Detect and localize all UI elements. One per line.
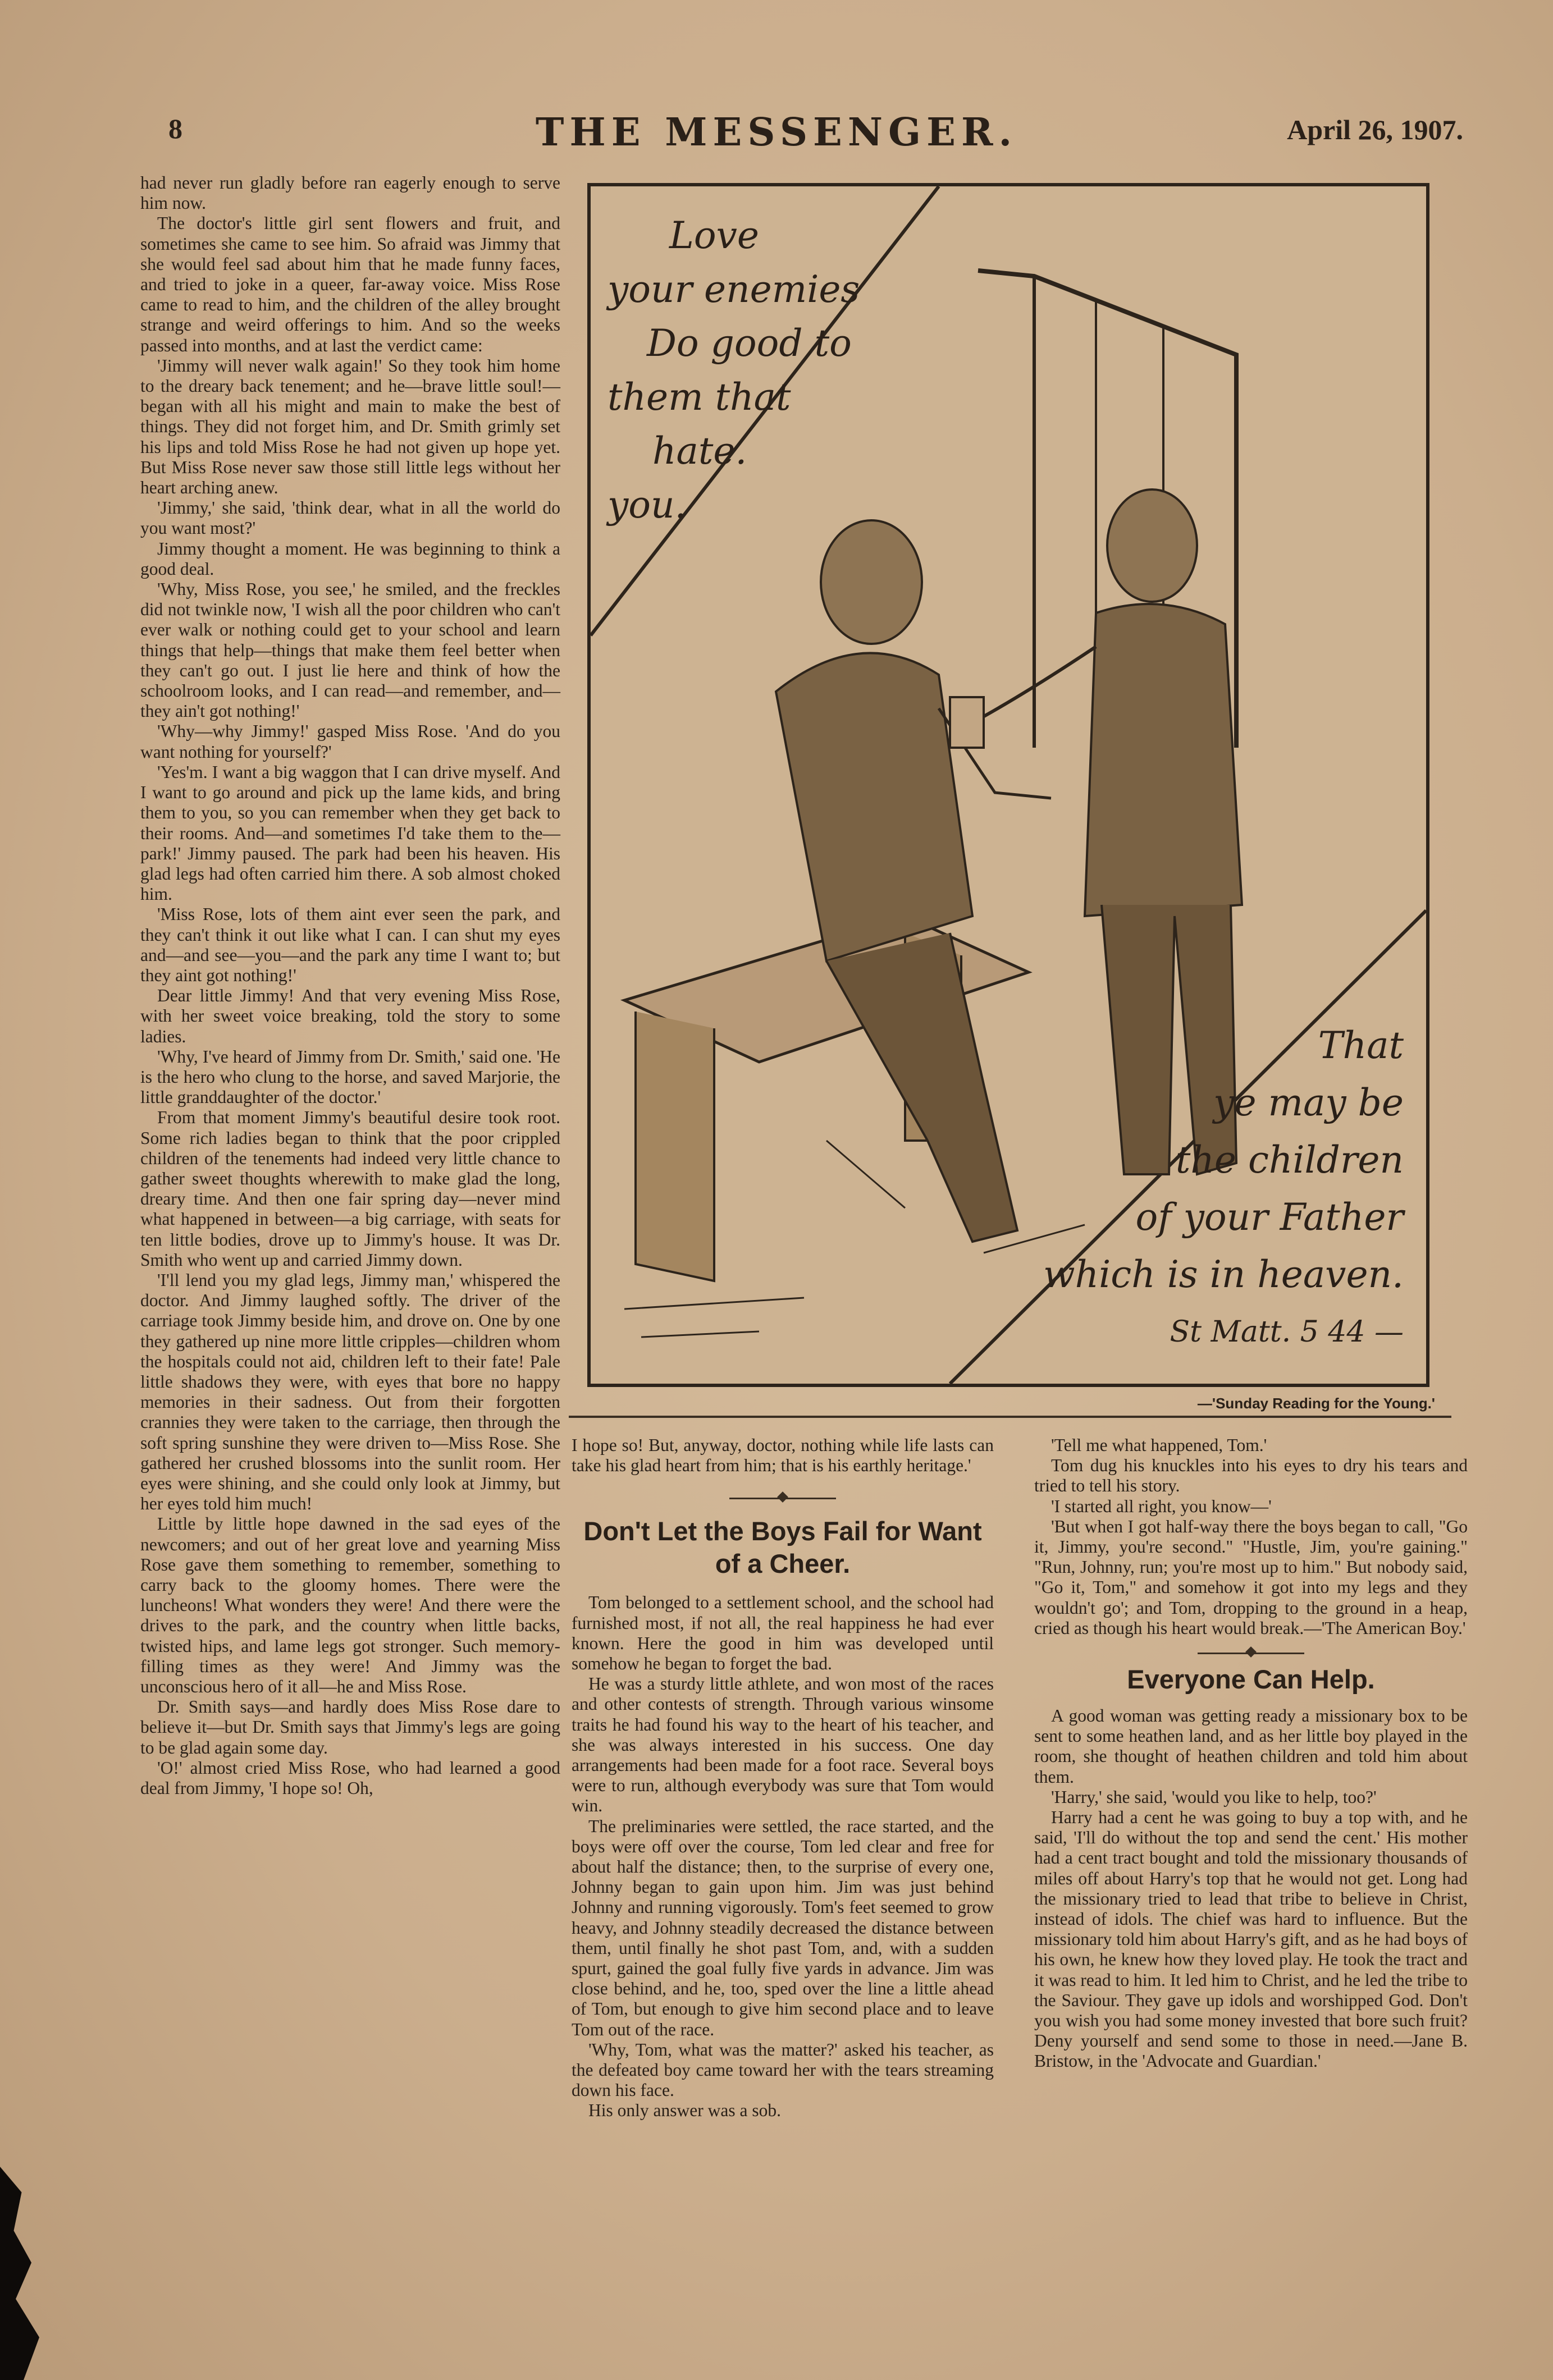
article-headline: Don't Let the Boys Fail for Want of a Cheer. [583, 1516, 982, 1579]
paragraph: 'Yes'm. I want a big waggon that I can drive myself. And I want to go around and pick up the lame kids, and bring them to you, so you can remember when they get back to their rooms. And—and sometimes I'd take them to the—park!' Jimmy paused. The park had been his heaven. His glad legs had often carried him there. A sob almost choked him. [140, 762, 560, 904]
divider [569, 1416, 1451, 1418]
paragraph: 'Tell me what happened, Tom.' [1051, 1435, 1267, 1455]
paragraph: 'O!' almost cried Miss Rose, who had learned a good deal from Jimmy, 'I hope so! Oh, [140, 1757, 560, 1798]
issue-date: April 26, 1907. [1287, 114, 1463, 145]
verse-line: Love [669, 214, 759, 257]
paragraph: I hope so! But, anyway, doctor, nothing while life lasts can take his glad heart from him; that is his earthly heritage.' [572, 1435, 994, 1476]
paragraph: His only answer was a sob. [588, 2100, 781, 2121]
verse-top [608, 209, 860, 532]
verse-line: of your Father [1135, 1196, 1404, 1239]
paragraph: 'Why, Miss Rose, you see,' he smiled, and the freckles did not twinkle now, 'I wish all the poor children who can't ever walk or nothing could get to your school and learn things that help—things that make them feel better when they can't go out. I just lie here and think of how the schoolroom looks, and I can read—and remember, and—they ain't got nothing!' [140, 579, 560, 721]
verse-reference: St Matt. 5 44 — [1170, 1315, 1404, 1349]
paragraph: Harry had a cent he was going to buy a top with, and he said, 'I'll do without the top and send the cent.' His mother had a cent tract bought and told the missionary thousands of miles off about Harry's top that he would not get. Long had the missionary tried to lead that tribe to believe in Christ, instead of idols. The chief was hard to influence. But the missionary told him about Harry's gift, and as he had boys of his own, he knew how they loved play. He took the tract and it was read to him. It led him to Christ, and he led the tribe to the Saviour. They gave up idols and worshipped God. Don't you wish you had some money invested that bore such fruit? Deny yourself and send some to those in need.—Jane B. Bristow, in the 'Advocate and Guardian.' [1034, 1807, 1468, 2071]
right-column [1034, 1435, 1468, 2072]
paragraph: 'I'll lend you my glad legs, Jimmy man,' whispered the doctor. And Jimmy laughed softly. The driver of the carriage took Jimmy beside him, and drove on. One by one they gathered up nine more little cripples—children whom the hospitals could not aid, children left to their fate! Pale little shadows they were, with eyes that bore no happy memories in their sadness. Out from their forgotten crannies they were taken to the carriage, then through the soft spring sunshine they were driven to—Miss Rose. She gathered her crushed blossoms into the sunlit room. Her eyes were shining, and she could only look at Jimmy, but her eyes told him much! [140, 1270, 560, 1514]
illustration-caption: —'Sunday Reading for the Young.' [1197, 1395, 1435, 1412]
verse-line: your enemies [608, 268, 860, 311]
page-header [0, 112, 1553, 163]
torn-corner [0, 2167, 39, 2380]
paragraph: Tom dug his knuckles into his eyes to dry his tears and tried to tell his story. [1034, 1456, 1468, 1496]
paragraph: 'Jimmy will never walk again!' So they took him home to the dreary back tenement; and he—brave little soul!—began with all his might and main to make the best of things. They did not forget him, and Dr. Smith grimly set his lips and told Miss Rose he had not given up hope yet. But Miss Rose never saw those still little legs without her heart arching anew. [140, 355, 560, 498]
article-headline: Everyone Can Help. [1127, 1664, 1375, 1695]
middle-column [572, 1435, 994, 2121]
ornament-divider [1034, 1643, 1468, 1662]
paragraph: The doctor's little girl sent flowers and fruit, and sometimes she came to see him. So afraid was Jimmy that she would feel sad about him that he made funny faces, and tried to joke in a queer, far-away voice. Miss Rose came to read to him, and the children of the alley brought strange and weird offerings to him. And so the weeks passed into months, and at last the verdict came: [140, 213, 560, 355]
paragraph: 'Harry,' she said, 'would you like to help, too?' [1051, 1787, 1377, 1807]
paragraph: 'But when I got half-way there the boys began to call, "Go it, Jimmy, you're second." "Hustle, Jim, you're gaining." "Run, Johnny, run; you're most up to him." But nobody said, "Go it, Tom," and somehow it got into my legs and they wouldn't go'; and Tom, dropping to the ground in a heap, cried as though his heart would break.—'The American Boy.' [1034, 1516, 1468, 1638]
paragraph: 'Why—why Jimmy!' gasped Miss Rose. 'And do you want nothing for yourself?' [140, 721, 560, 762]
paragraph: A good woman was getting ready a missionary box to be sent to some heathen land, and as her little boy played in the room, she thought of heathen children and told him about them. [1034, 1706, 1468, 1787]
verse-line: Do good to [647, 322, 852, 365]
ornament-divider [572, 1488, 994, 1507]
paragraph: Jimmy thought a moment. He was beginning to think a good deal. [140, 538, 560, 579]
page-number: 8 [168, 113, 182, 144]
paragraph: 'Why, Tom, what was the matter?' asked his teacher, as the defeated boy came toward her with the tears streaming down his face. [572, 2039, 994, 2100]
paragraph: had never run gladly before ran eagerly enough to serve him now. [140, 173, 560, 213]
paragraph: Tom belonged to a settlement school, and the school had furnished most, if not all, the real happiness he had ever known. Here the good in him was developed until somehow he began to forget the bad. [572, 1592, 994, 1674]
verse-line: you. [608, 483, 687, 527]
verse-line: hate. [652, 429, 747, 473]
verse-line: them that [608, 376, 791, 419]
verse-line: ye may be [1213, 1081, 1404, 1124]
verse-bottom [1043, 1017, 1404, 1361]
paragraph: 'I started all right, you know—' [1051, 1496, 1272, 1516]
paragraph: Little by little hope dawned in the sad eyes of the newcomers; and out of her great love and yearning Miss Rose gave them something to remember, something to carry back to the gloomy homes. There were the luncheons! What wonders they were! And there were the drives to the park, and the country when little backs, twisted hips, and lame legs got stronger. Such memory-filling times as they were! And Jimmy was the unconscious hero of it all—he and Miss Rose. [140, 1514, 560, 1697]
paragraph: Dr. Smith says—and hardly does Miss Rose dare to believe it—but Dr. Smith says that Jimmy's legs are going to be glad again some day. [140, 1697, 560, 1757]
engraving-illustration [587, 183, 1429, 1387]
verse-line: That [1318, 1024, 1404, 1067]
masthead: THE MESSENGER. [535, 110, 1018, 155]
paragraph: From that moment Jimmy's beautiful desire took root. Some rich ladies began to think that the poor crippled children of the tenements had indeed very little chance to gather sweet thoughts wherewith to make glad the long, dreary time. And then one fair spring day—never mind what happened in between—a big carriage, with seats for ten little bodies, drove up to Jimmy's house. It was Dr. Smith who went up and carried Jimmy down. [140, 1107, 560, 1270]
paragraph: 'Jimmy,' she said, 'think dear, what in all the world do you want most?' [140, 498, 560, 538]
paragraph: The preliminaries were settled, the race started, and the boys were off over the course, Tom led clear and free for about half the distance; then, to the surprise of every one, Johnny began to gain upon him. Jim was just behind Johnny and running vigorously. Tom's feet seemed to grow heavy, and Johnny steadily decreased the distance between them, until finally he shot past Tom, and, with a sudden spurt, gained the goal fully five yards in advance. Jim was close behind, and he, too, sped over the line a little ahead of Tom, but enough to give him second place and to leave Tom out of the race. [572, 1816, 994, 2039]
verse-line: the children [1175, 1138, 1404, 1182]
paragraph: He was a sturdy little athlete, and won most of the races and other contests of strength. Through various winsome traits he had found his way to the heart of his teacher, and she was always interested in his success. One day arrangements had been made for a foot race. Several boys were to run, although everybody was sure that Tom would win. [572, 1674, 994, 1816]
paragraph: Dear little Jimmy! And that very evening Miss Rose, with her sweet voice breaking, told the story to some ladies. [140, 986, 560, 1046]
paragraph: 'Miss Rose, lots of them aint ever seen the park, and they can't think it out like what I can. I can shut my eyes and—and see—you—and the park any time I want to; but they aint got nothing!' [140, 904, 560, 985]
left-column [140, 173, 560, 1798]
verse-line: which is in heaven. [1043, 1253, 1404, 1296]
paragraph: 'Why, I've heard of Jimmy from Dr. Smith,' said one. 'He is the hero who clung to the horse, and saved Marjorie, the little granddaughter of the doctor.' [140, 1046, 560, 1107]
